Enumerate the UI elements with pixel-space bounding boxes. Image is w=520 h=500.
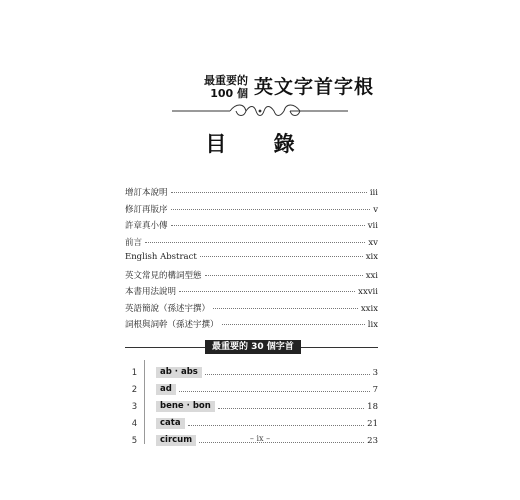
root-number: 3 <box>131 401 138 412</box>
book-subtitle <box>176 74 248 100</box>
toc-entry-label: 英文常見的構詞型態 <box>125 270 202 281</box>
root-page: 21 <box>367 418 378 429</box>
leader-dots <box>179 291 355 292</box>
root-page: 23 <box>367 435 378 446</box>
leader-dots <box>200 256 363 257</box>
toc-entry <box>125 236 378 253</box>
toc-entry-label: English Abstract <box>125 252 197 262</box>
leader-dots <box>179 391 370 392</box>
toc-entry-label: 英語簡說（孫述宇撰） <box>125 303 211 314</box>
toc-entry-label: 本書用法說明 <box>125 287 177 297</box>
book-subtitle-line1: 最重要的 <box>204 74 248 87</box>
root-number: 1 <box>131 367 138 378</box>
root-entry <box>125 415 378 432</box>
toc-entry-page: xxvii <box>358 287 378 297</box>
leader-dots <box>188 425 365 426</box>
ornament-divider <box>170 104 350 118</box>
toc-entry <box>125 203 378 220</box>
toc-entry <box>125 318 378 335</box>
leader-dots <box>145 242 365 243</box>
toc-entry-page: xix <box>365 252 378 262</box>
toc-entry-page: v <box>373 204 378 215</box>
toc-entry-label: 許章真小傳 <box>125 221 168 231</box>
root-term: cata <box>156 418 185 429</box>
toc-entry <box>125 186 378 203</box>
root-number: 5 <box>131 435 138 446</box>
root-page: 18 <box>367 401 378 412</box>
toc-entry-page: lix <box>367 320 378 330</box>
root-entry <box>125 398 378 415</box>
root-number: 2 <box>131 384 138 395</box>
section-label: 最重要的 30 個字首 <box>205 340 301 354</box>
toc-entry <box>125 269 378 286</box>
toc-entry-page: iii <box>369 188 378 198</box>
toc-entry-page: xv <box>368 237 378 248</box>
root-entry <box>125 364 378 381</box>
toc-entry-label: 詞根與詞幹（孫述宇撰） <box>125 320 219 330</box>
toc-entry-page: xxi <box>365 270 378 281</box>
leader-dots <box>205 374 370 375</box>
root-term: ad <box>156 384 176 395</box>
toc-entry <box>125 252 378 269</box>
page-number: – ix – <box>249 434 271 443</box>
section-header <box>125 340 378 354</box>
book-subtitle-line2: 100 個 <box>210 87 248 100</box>
leader-dots <box>222 324 365 325</box>
leader-dots <box>171 225 365 226</box>
toc-entry <box>125 285 378 302</box>
root-page: 7 <box>372 384 378 395</box>
root-term: bene · bon <box>156 401 215 412</box>
toc-heading: 目 錄 <box>205 132 315 156</box>
toc-entry-label: 修訂再版序 <box>125 204 168 215</box>
toc-entry <box>125 219 378 236</box>
leader-dots <box>213 308 358 309</box>
toc-entry-page: xxix <box>360 303 378 314</box>
toc-entry <box>125 302 378 319</box>
root-term: ab · abs <box>156 367 202 378</box>
leader-dots <box>171 209 371 210</box>
root-entry <box>125 381 378 398</box>
root-page: 3 <box>372 367 378 378</box>
leader-dots <box>171 192 367 193</box>
root-term: circum <box>156 435 196 446</box>
book-title: 英文字首字根 <box>254 76 375 98</box>
root-number: 4 <box>131 418 138 429</box>
leader-dots <box>218 408 364 409</box>
toc-entry-label: 增訂本說明 <box>125 188 168 198</box>
toc-list <box>125 186 378 335</box>
toc-entry-page: vii <box>367 221 378 231</box>
toc-entry-label: 前言 <box>125 237 143 248</box>
leader-dots <box>205 275 363 276</box>
